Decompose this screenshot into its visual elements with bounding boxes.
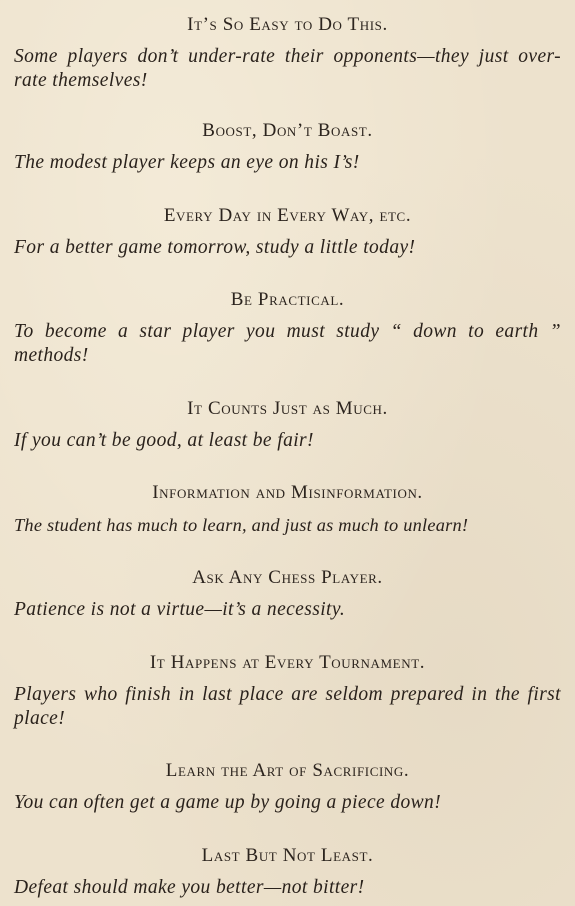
entry-heading: Every Day in Every Way, etc.: [163, 205, 412, 226]
entry-saying: The modest player keeps an eye on his I’s!: [14, 152, 360, 173]
entry-saying: Patience is not a virtue—it’s a necessity.: [14, 599, 346, 620]
saying-entry: [0, 120, 575, 175]
saying-entry: [0, 760, 575, 815]
entry-heading: Information and Misinformation.: [152, 482, 423, 503]
entry-heading: It Happens at Every Tournament.: [149, 652, 426, 673]
saying-entry: [0, 289, 575, 368]
saying-entry: [0, 845, 575, 900]
entry-heading: Be Practical.: [230, 289, 345, 310]
saying-entry: [0, 567, 575, 622]
entry-heading: Boost, Don’t Boast.: [202, 120, 373, 141]
entry-saying: The student has much to learn, and just as much to unlearn!: [14, 515, 469, 535]
entry-saying: Some players don’t under-rate their opponents—they just over-rate themselves!: [14, 46, 561, 91]
saying-entry: [0, 652, 575, 731]
entry-heading: It’s So Easy to Do This.: [187, 14, 388, 35]
saying-entry: [0, 398, 575, 453]
saying-entry: [0, 14, 575, 93]
entry-saying: If you can’t be good, at least be fair!: [14, 430, 314, 451]
entry-saying: Defeat should make you better—not bitter!: [14, 877, 365, 898]
entry-saying: For a better game tomorrow, study a little today!: [14, 237, 416, 258]
entry-heading: Ask Any Chess Player.: [192, 567, 383, 588]
saying-entry: [0, 205, 575, 260]
entry-saying: Players who finish in last place are seldom prepared in the first place!: [14, 684, 561, 729]
entry-heading: It Counts Just as Much.: [187, 398, 388, 419]
entry-saying: You can often get a game up by going a piece down!: [14, 792, 442, 813]
entry-heading: Learn the Art of Sacrificing.: [165, 760, 410, 781]
entry-heading: Last But Not Least.: [201, 845, 374, 866]
entry-saying: To become a star player you must study “ down to earth ” methods!: [14, 321, 561, 366]
saying-entry: [0, 482, 575, 537]
